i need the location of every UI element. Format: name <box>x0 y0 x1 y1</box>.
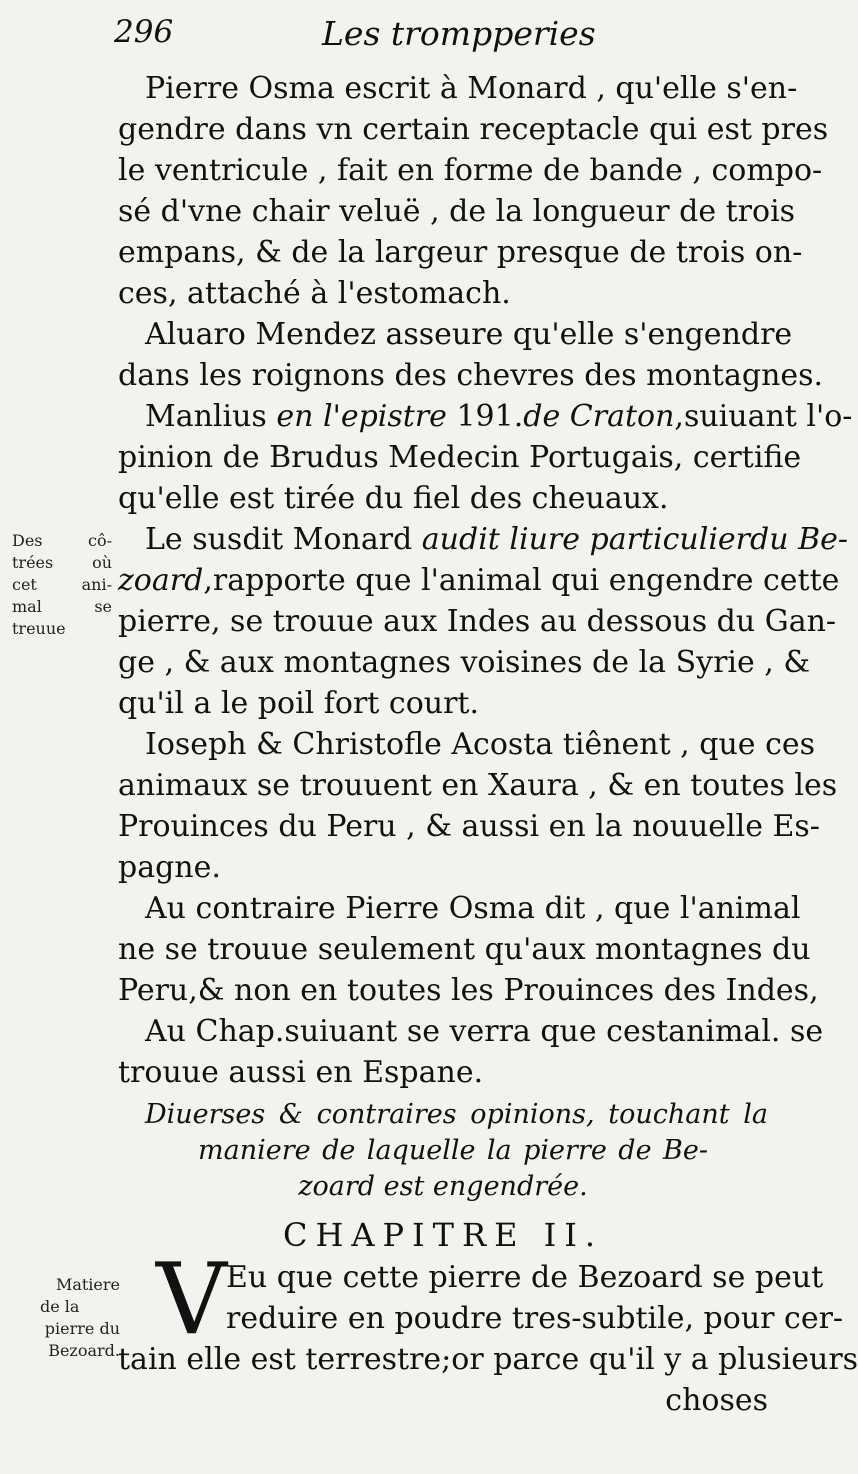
text-line <box>118 560 840 601</box>
margin-note-line: de la <box>40 1297 80 1316</box>
text-line: Pierre Osma escrit à Monard , qu'elle s'en- <box>145 71 798 106</box>
margin-note <box>12 530 112 640</box>
chapter-heading: CHAPITRE II. <box>282 1216 604 1254</box>
running-title: Les trompperies <box>322 14 596 53</box>
citation-italic: en l'epistre <box>276 399 447 434</box>
paragraph <box>118 396 853 519</box>
text-line: dans les roignons des chevres des montagnes. <box>118 358 824 393</box>
paragraph <box>118 519 849 724</box>
text-line: pinion de Brudus Medecin Portugais, certifie <box>118 440 802 475</box>
chapter-paragraph <box>118 1243 858 1421</box>
text-line <box>118 396 853 437</box>
text-line: Aluaro Mendez asseure qu'elle s'engendre <box>145 317 793 352</box>
text-line: pierre, se trouue aux Indes au dessous du Gan- <box>118 604 837 639</box>
citation-italic: de Craton <box>523 399 675 434</box>
margin-note-line: Bezoard. <box>48 1341 120 1360</box>
text-line: le ventricule , fait en forme de bande , compo- <box>118 153 823 188</box>
catchword: choses <box>665 1383 768 1418</box>
margin-note <box>30 1274 120 1362</box>
section-title <box>118 1097 768 1205</box>
text-line: animaux se trouuent en Xaura , & en toutes les <box>118 768 838 803</box>
text-line <box>118 519 849 560</box>
text-line: pagne. <box>118 850 221 885</box>
page-number: 296 <box>114 14 174 50</box>
page-header <box>0 14 800 54</box>
margin-note-line: Des cô- <box>12 531 112 550</box>
citation-italic: zoard <box>118 563 204 598</box>
margin-note-line: mal se <box>12 597 112 616</box>
text-line: gendre dans vn certain receptacle qui est pres <box>118 112 829 147</box>
paragraph <box>118 1011 824 1093</box>
main-text <box>118 68 858 1421</box>
margin-note-line: treuue <box>12 619 66 638</box>
text-line: tain elle est terrestre;or parce qu'il y a plusieurs <box>118 1342 858 1377</box>
text-line: reduire en poudre tres-subtile, pour cer- <box>226 1301 844 1336</box>
citation-italic: audit liure particulierdu Be- <box>421 522 849 557</box>
paragraph <box>118 724 838 888</box>
text-line: trouue aussi en Espane. <box>118 1055 484 1090</box>
section-title-line: Diuerses & contraires opinions, touchant la <box>145 1099 768 1130</box>
text-line: empans, & de la largeur presque de trois on- <box>118 235 803 270</box>
text-line: ge , & aux montagnes voisines de la Syrie , & <box>118 645 811 680</box>
text-line: qu'il a le poil fort court. <box>118 686 480 721</box>
text-line: sé d'vne chair veluë , de la longueur de trois <box>118 194 796 229</box>
text-line: Peru,& non en toutes les Prouinces des Indes, <box>118 973 819 1008</box>
text-line: Ioseph & Christofle Acosta tiênent , que ces <box>145 727 816 762</box>
paragraph <box>118 314 824 396</box>
text-run: ,suiuant l'o- <box>674 399 853 434</box>
text-run: ,rapporte que l'animal qui engendre cette <box>203 563 840 598</box>
text-line: Prouinces du Peru , & aussi en la nouuelle Es- <box>118 809 820 844</box>
section-title-line: zoard est engendrée. <box>298 1171 588 1202</box>
margin-note-line: pierre du <box>44 1319 120 1338</box>
section-title-line: maniere de laquelle la pierre de Be- <box>198 1135 708 1166</box>
text-line: Eu que cette pierre de Bezoard se peut <box>226 1260 824 1295</box>
text-line: Au Chap.suiuant se verra que cestanimal. se <box>145 1014 824 1049</box>
paragraph <box>118 888 819 1011</box>
text-line: ne se trouue seulement qu'aux montagnes du <box>118 932 811 967</box>
text-line: ces, attaché à l'estomach. <box>118 276 511 311</box>
margin-note-line: Matiere <box>55 1275 120 1294</box>
drop-cap: V <box>156 1243 227 1357</box>
text-run: Manlius <box>145 399 277 434</box>
text-run: Le susdit Monard <box>145 522 422 557</box>
text-line: qu'elle est tirée du fiel des cheuaux. <box>118 481 669 516</box>
text-run: 191. <box>446 399 524 434</box>
margin-note-line: trées où <box>12 553 112 572</box>
margin-note-line: cet ani- <box>12 575 112 594</box>
text-line: Au contraire Pierre Osma dit , que l'animal <box>145 891 801 926</box>
paragraph <box>118 68 829 314</box>
